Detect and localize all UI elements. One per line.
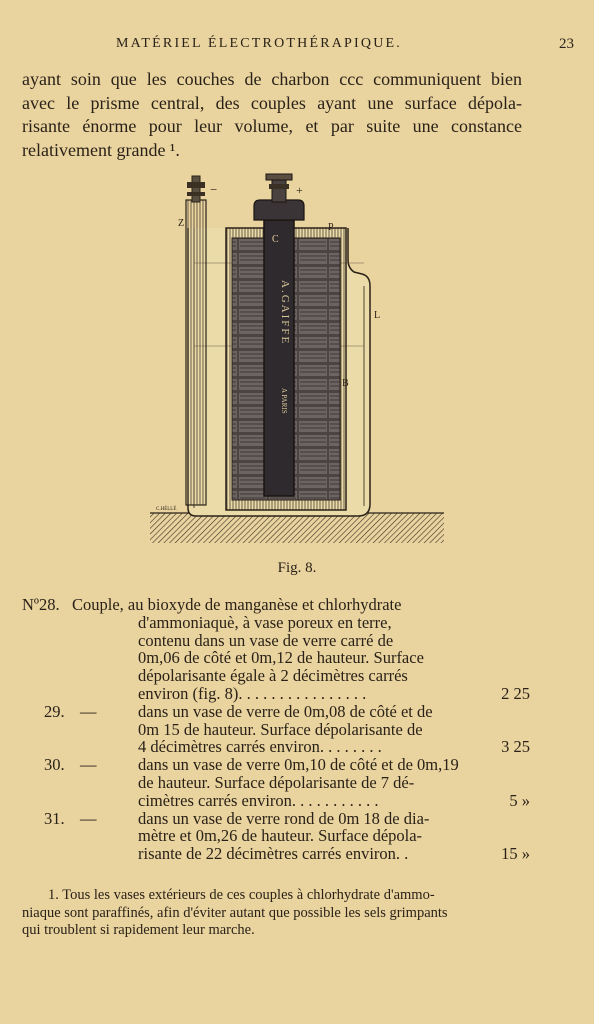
entry-line <box>22 596 530 614</box>
entry-price: 5 » <box>509 790 530 810</box>
entry-text: dépolarisante égale à 2 décimètres carrés <box>138 666 408 686</box>
entry-text: contenu dans un vase de verre carré de <box>138 630 394 650</box>
entry-line <box>22 774 530 792</box>
running-head <box>116 36 574 56</box>
entry-text: d'ammoniaquè, à vase poreux en terre, <box>138 612 392 632</box>
entry-line <box>22 614 530 632</box>
entry-text: dans un vase de verre rond de 0m 18 de dia- <box>138 808 430 828</box>
label-minus: − <box>210 182 218 197</box>
entry-text: environ (fig. 8). . . . . . . . . . . . . . . . <box>138 683 367 703</box>
entry-line <box>22 827 530 845</box>
entry-price: 15 » <box>501 844 530 864</box>
label-p: P <box>328 222 334 233</box>
entry-number: Nº28. <box>22 595 60 614</box>
entry-line <box>22 685 530 703</box>
label-z: Z <box>178 218 185 229</box>
entry-number: 31. <box>44 808 65 828</box>
zinc-rod <box>186 200 206 505</box>
entry-text: risante de 22 décimètres carrés environ. . <box>138 844 409 864</box>
entry-ditto-dash: — <box>80 808 97 828</box>
footnote-line: qui troublent si rapidement leur marche. <box>22 922 255 938</box>
entry-number: 29. <box>44 701 65 721</box>
intro-line: risante énorme pour leur volume, et par suite une constance <box>22 116 522 136</box>
entry-text: de hauteur. Surface dépolarisante de 7 dé- <box>138 772 415 792</box>
entry-text: dans un vase de verre de 0m,08 de côté et de <box>138 701 433 721</box>
price-list <box>22 596 530 863</box>
entry-line <box>22 667 530 685</box>
entry-number: 30. <box>44 755 65 775</box>
figure-caption: Fig. 8. <box>277 560 317 576</box>
battery-illustration <box>148 168 446 548</box>
entry-line <box>22 721 530 739</box>
entry-ditto-dash: — <box>80 701 97 721</box>
entry-text: dans un vase de verre 0m,10 de côté et de 0m,19 <box>138 755 459 775</box>
carbon-prism <box>264 220 294 496</box>
label-b: B <box>342 378 349 389</box>
entry-line <box>22 810 530 828</box>
entry-line <box>22 756 530 774</box>
intro-line: relativement grande ¹. <box>22 139 180 160</box>
base-ground <box>150 513 444 543</box>
entry-line <box>22 632 530 650</box>
engraver-signature: C.HÉLLÉ <box>156 507 177 512</box>
entry-price: 2 25 <box>501 683 530 703</box>
entry-ditto-dash: — <box>80 755 97 775</box>
footnote-line: niaque sont paraffinés, afin d'éviter autant que possible les sels grimpants <box>22 904 448 921</box>
label-plus: + <box>296 183 303 197</box>
entry-line <box>22 738 530 756</box>
entry-line <box>22 845 530 863</box>
entry-text: 4 décimètres carrés environ. . . . . . . . <box>138 737 382 757</box>
label-c: C <box>272 234 279 245</box>
entry-line <box>22 703 530 721</box>
entry-text: mètre et 0m,26 de hauteur. Surface dépola- <box>138 826 423 846</box>
intro-paragraph <box>22 68 522 162</box>
intro-line: avec le prisme central, des couples ayant une surface dépola- <box>22 92 522 113</box>
label-l: L <box>374 310 381 321</box>
entry-text: cimètres carrés environ. . . . . . . . . . . <box>138 790 379 810</box>
entry-price: 3 25 <box>501 737 530 757</box>
entry-text: Couple, au bioxyde de manganèse et chlorhydrate <box>72 595 402 614</box>
entry-text: 0m 15 de hauteur. Surface dépolarisante de <box>138 719 423 739</box>
footnote <box>22 887 526 940</box>
maker-mark: A.GAIFFE <box>279 280 291 346</box>
city-mark: A PARIS <box>280 388 288 414</box>
page-number: 23 <box>559 36 574 52</box>
footnote-line: 1. Tous les vases extérieurs de ces couples à chlorhydrate d'ammo- <box>48 887 435 903</box>
battery-engraving <box>148 168 446 548</box>
running-title: MATÉRIEL ÉLECTROTHÉRAPIQUE. <box>116 36 402 51</box>
intro-line: ayant soin que les couches de charbon ccc communiquent bien <box>22 69 522 89</box>
entry-line <box>22 792 530 810</box>
entry-text: 0m,06 de côté et 0m,12 de hauteur. Surface <box>138 648 424 668</box>
entry-line <box>22 649 530 667</box>
